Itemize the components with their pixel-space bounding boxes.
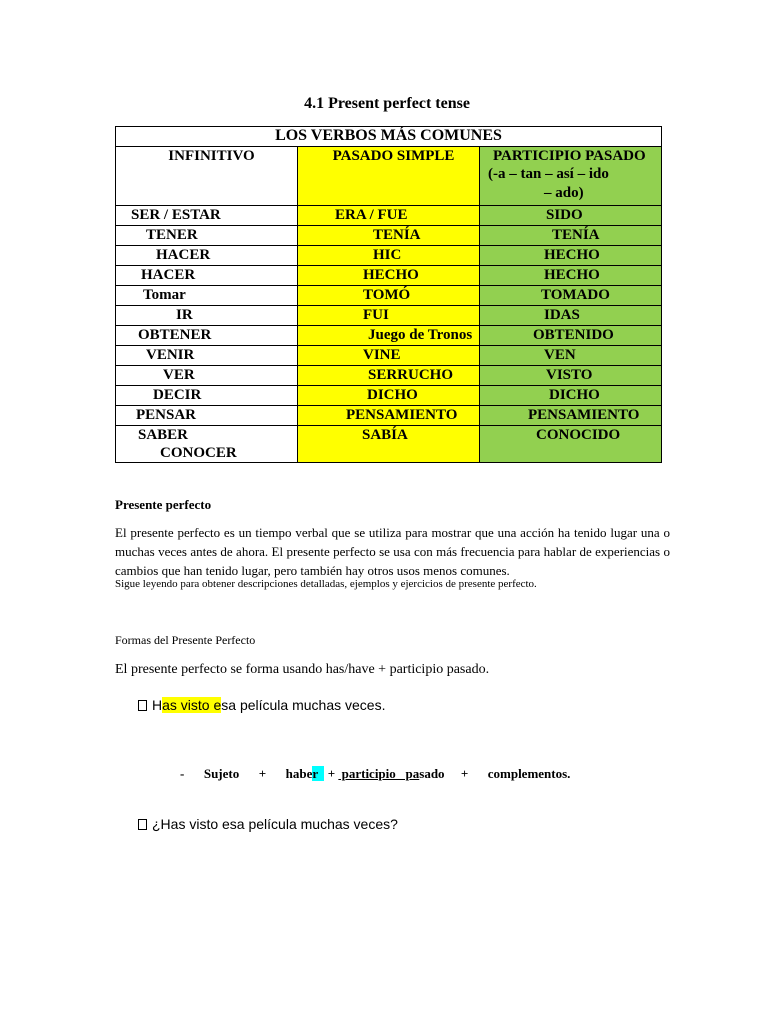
table-row	[116, 346, 662, 366]
formas-heading: Formas del Presente Perfecto	[115, 633, 256, 647]
intro-paragraph-small: Sigue leyendo para obtener descripciones detalladas, ejemplos y ejercicios de presente perfecto.	[115, 578, 537, 590]
intro-paragraph: El presente perfecto es un tiempo verbal que se utiliza para mostrar que una acción ha tenido lugar una o muchas veces antes de ahora. El presente perfecto se usa con más frecuencia para hablar de experiencias o cambios que han tenido lugar, pero también hay otros usos menos comunes.	[115, 525, 670, 578]
infinitivo-cell: OBTENER	[116, 326, 298, 346]
pasado-simple-cell: HIC	[298, 246, 480, 266]
highlighted-text: as visto e	[162, 697, 222, 713]
participio-note-2: – ado)	[544, 185, 584, 201]
table-row	[116, 366, 662, 386]
col-participio-pasado: PARTICIPIO PASADO (-a – tan – así – ido – ado)	[480, 147, 662, 206]
infinitivo-cell: HACER	[116, 246, 298, 266]
verbs-table	[115, 126, 662, 463]
participio-cell: SIDO	[480, 206, 662, 226]
last-row-extra: CONOCER	[160, 445, 237, 461]
participio-cell: VEN	[480, 346, 662, 366]
infinitivo-cell: VER	[116, 366, 298, 386]
table-header-row	[116, 147, 662, 206]
infinitivo-cell: IR	[116, 306, 298, 326]
participio-cell: PENSAMIENTO	[480, 406, 662, 426]
pasado-simple-cell: FUI	[298, 306, 480, 326]
underlined-participio: participio pa	[338, 766, 420, 781]
table-row	[116, 246, 662, 266]
table-row	[116, 326, 662, 346]
infinitivo-cell: SABER CONOCER	[116, 426, 298, 463]
pasado-simple-cell: VINE	[298, 346, 480, 366]
pasado-simple-cell: PENSAMIENTO	[298, 406, 480, 426]
table-row	[116, 266, 662, 286]
bullet-missing-glyph-icon	[138, 819, 147, 830]
pasado-simple-cell: DICHO	[298, 386, 480, 406]
col-pasado-simple: PASADO SIMPLE	[298, 147, 480, 206]
table-heading-row	[116, 127, 662, 147]
participio-cell: HECHO	[480, 246, 662, 266]
participio-cell: TENÍA	[480, 226, 662, 246]
infinitivo-cell: TENER	[116, 226, 298, 246]
example-affirmative: Has visto esa película muchas veces.	[138, 697, 385, 713]
participio-cell: IDAS	[480, 306, 662, 326]
participio-cell: OBTENIDO	[480, 326, 662, 346]
infinitivo-cell: PENSAR	[116, 406, 298, 426]
infinitivo-cell: HACER	[116, 266, 298, 286]
page-title: 4.1 Present perfect tense	[304, 95, 470, 112]
col-infinitivo: INFINITIVO	[116, 147, 298, 206]
table-row	[116, 286, 662, 306]
participio-cell: DICHO	[480, 386, 662, 406]
participio-cell: CONOCIDO	[480, 426, 662, 463]
example-question: ¿Has visto esa película muchas veces?	[138, 816, 398, 832]
participio-cell: VISTO	[480, 366, 662, 386]
table-heading: LOS VERBOS MÁS COMUNES	[116, 127, 662, 147]
infinitivo-cell: VENIR	[116, 346, 298, 366]
table-row	[116, 426, 662, 463]
infinitivo-cell: Tomar	[116, 286, 298, 306]
table-row	[116, 306, 662, 326]
participio-note-1: (-a – tan – así – ido	[488, 166, 609, 182]
table-row	[116, 226, 662, 246]
formas-description: El presente perfecto se forma usando has/have + participio pasado.	[115, 662, 490, 677]
participio-cell: TOMADO	[480, 286, 662, 306]
formula-line: - Sujeto + haber + participio pasado + complementos.	[180, 766, 571, 781]
pasado-simple-cell: TENÍA	[298, 226, 480, 246]
highlighted-haber: r	[312, 766, 325, 781]
pasado-simple-cell: ERA / FUE	[298, 206, 480, 226]
section-heading: Presente perfecto	[115, 497, 212, 512]
participio-cell: HECHO	[480, 266, 662, 286]
table-row	[116, 206, 662, 226]
infinitivo-cell: SER / ESTAR	[116, 206, 298, 226]
table-row	[116, 406, 662, 426]
bullet-missing-glyph-icon	[138, 700, 147, 711]
table-row	[116, 386, 662, 406]
pasado-simple-cell: SERRUCHO	[298, 366, 480, 386]
pasado-simple-cell: HECHO	[298, 266, 480, 286]
infinitivo-cell: DECIR	[116, 386, 298, 406]
pasado-simple-cell: Juego de Tronos	[298, 326, 480, 346]
pasado-simple-cell: TOMÓ	[298, 286, 480, 306]
pasado-simple-cell: SABÍA	[298, 426, 480, 463]
